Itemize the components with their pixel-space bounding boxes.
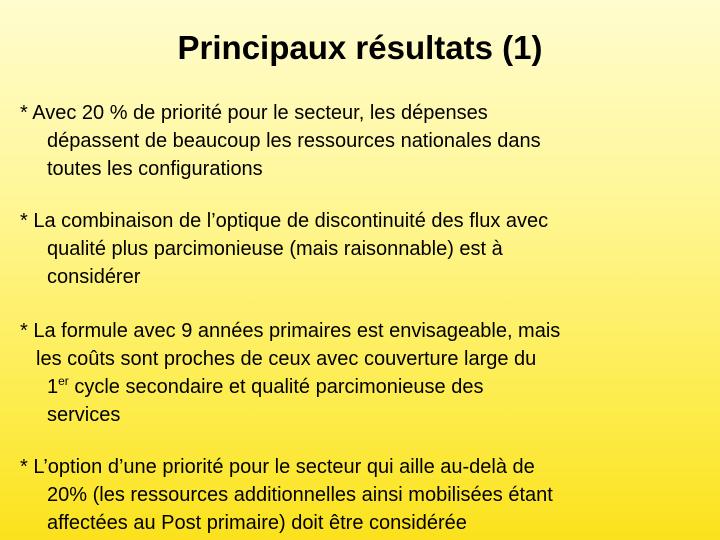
ordinal-suffix: er (58, 374, 69, 388)
bullet-item (20, 317, 716, 429)
bullet-item (20, 453, 716, 537)
bullet-line: services (47, 404, 121, 426)
bullet-line: qualité plus parcimonieuse (mais raisonnable) est à (47, 238, 503, 260)
bullet-line: affectées au Post primaire) doit être considérée (47, 512, 467, 534)
bullet-line-ordinal (20, 373, 716, 401)
bullet-line: les coûts sont proches de ceux avec couverture large du (36, 348, 537, 370)
ordinal-number: 1 (47, 376, 59, 398)
bullet-line-text: cycle secondaire et qualité parcimonieuse des (74, 376, 484, 398)
slide-title: Principaux résultats (1) (177, 29, 543, 66)
bullet-line: toutes les configurations (47, 158, 263, 180)
bullet-line: 20% (les ressources additionnelles ainsi mobilisées étant (47, 484, 553, 506)
bullet-line: * La formule avec 9 années primaires est envisageable, mais (20, 320, 561, 342)
bullet-line: dépassent de beaucoup les ressources nationales dans (47, 130, 541, 152)
bullet-item (20, 207, 716, 291)
bullet-line: considérer (47, 266, 141, 288)
bullet-line: * Avec 20 % de priorité pour le secteur, les dépenses (20, 102, 488, 124)
bullet-line: * L’option d’une priorité pour le secteur qui aille au-delà de (20, 456, 535, 478)
bullet-line: * La combinaison de l’optique de discontinuité des flux avec (20, 210, 549, 232)
bullet-item (20, 99, 716, 183)
bullet-list (20, 99, 716, 537)
